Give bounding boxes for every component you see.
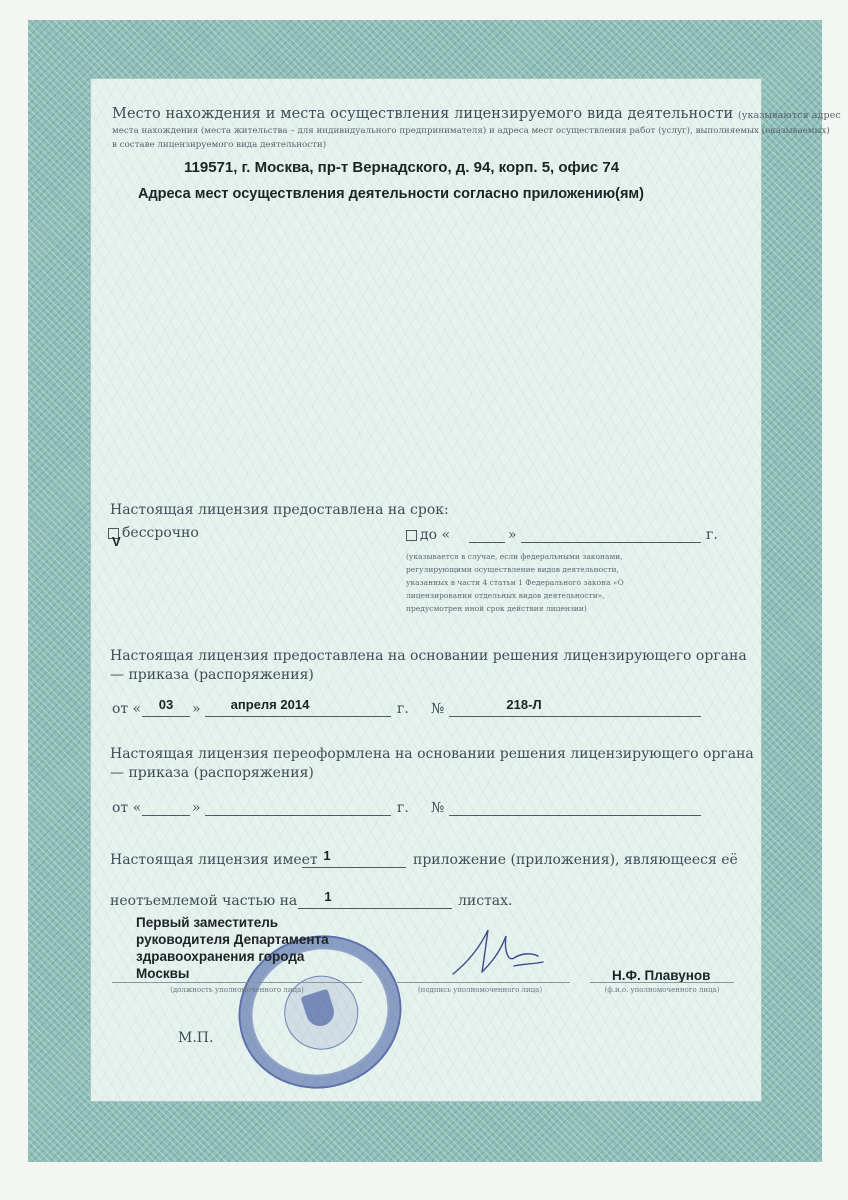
granted-close-quote: » [192, 701, 201, 717]
granted-number: 218-Л [506, 697, 542, 712]
position-line [112, 982, 362, 983]
reissued-date-line [205, 815, 391, 816]
header-line1 [112, 106, 841, 122]
until-day-line [469, 542, 505, 543]
appendix-count: 1 [323, 848, 331, 863]
granted-year-suffix: г. [397, 701, 409, 717]
granted-from-label: от « [112, 701, 142, 717]
granted-heading-1: Настоящая лицензия предоставлена на основании решения лицензирующего органа [110, 648, 747, 664]
places-note: Адреса мест осуществления деятельности согласно приложению(ям) [138, 186, 644, 202]
until-note: (указывается в случае, если федеральными законами, регулирующими осуществление видов деятельности, указанных в части 4 статьи 1 Федерального закона «О лицензировании отдельных видов деятельности», предусмотрен иной срок действия лицензии) [406, 552, 624, 613]
position-line-4: Москвы [136, 966, 190, 981]
granted-number-label: № [431, 701, 445, 717]
term-until [406, 527, 450, 543]
header-note: (указываются адрес [737, 110, 841, 121]
reissued-heading-1: Настоящая лицензия переоформлена на основании решения лицензирующего органа [110, 746, 754, 762]
granted-day-line [142, 716, 190, 717]
indefinite-label: бессрочно [122, 525, 199, 541]
appendix-count-line [302, 867, 406, 868]
header-line2: места нахождения (места жительства – для индивидуального предпринимателя) и адреса мест осуществления работ (услуг), выполняемых (оказываемых) [112, 126, 830, 136]
sign-line [390, 982, 570, 983]
position-line-3: здравоохранения города [136, 949, 305, 964]
appendix-sheets-line [298, 908, 452, 909]
until-date-line [521, 542, 701, 543]
position-line-1: Первый заместитель [136, 915, 279, 930]
reissued-day-line [142, 815, 190, 816]
granted-day: 03 [158, 697, 174, 712]
header-title: Место нахождения и места осуществления лицензируемого вида деятельности [112, 106, 734, 122]
appendix-text2: приложение (приложения), являющееся её [413, 852, 738, 868]
signatory-name: Н.Ф. Плавунов [612, 968, 711, 983]
signatory-position [136, 914, 376, 982]
appendix-text4: листах. [458, 893, 513, 909]
reissued-close-quote: » [192, 800, 201, 816]
license-address: 119571, г. Москва, пр-т Вернадского, д. 94, корп. 5, офис 74 [184, 159, 620, 176]
term-indefinite [108, 525, 199, 541]
appendix-text3: неотъемлемой частью на [110, 893, 298, 909]
signature-scribble [448, 922, 558, 982]
stamp-place-label: М.П. [178, 1030, 214, 1046]
reissued-from-label: от « [112, 800, 142, 816]
appendix-sheets: 1 [324, 889, 332, 904]
term-heading: Настоящая лицензия предоставлена на срок: [110, 502, 449, 518]
granted-date-line [205, 716, 391, 717]
until-close-quote: » [508, 527, 517, 543]
granted-month-year: апреля 2014 [230, 697, 310, 712]
appendix-text1: Настоящая лицензия имеет [110, 852, 318, 868]
until-label: до « [420, 527, 451, 543]
position-line-2: руководителя Департамента [136, 932, 329, 947]
position-caption: (должность уполномоченного лица) [170, 986, 304, 994]
check-mark: V [112, 534, 121, 549]
name-caption: (ф.и.о. уполномоченного лица) [604, 986, 720, 994]
reissued-number-line [449, 815, 701, 816]
granted-heading-2: — приказа (распоряжения) [110, 667, 314, 683]
until-checkbox [406, 530, 417, 541]
reissued-heading-2: — приказа (распоряжения) [110, 765, 314, 781]
granted-number-line [449, 716, 701, 717]
reissued-year-suffix: г. [397, 800, 409, 816]
header-line3: в составе лицензируемого вида деятельности) [112, 140, 327, 150]
until-year-suffix: г. [706, 527, 718, 543]
sign-caption: (подпись уполномоченного лица) [417, 986, 543, 994]
name-line [590, 982, 734, 983]
reissued-number-label: № [431, 800, 445, 816]
